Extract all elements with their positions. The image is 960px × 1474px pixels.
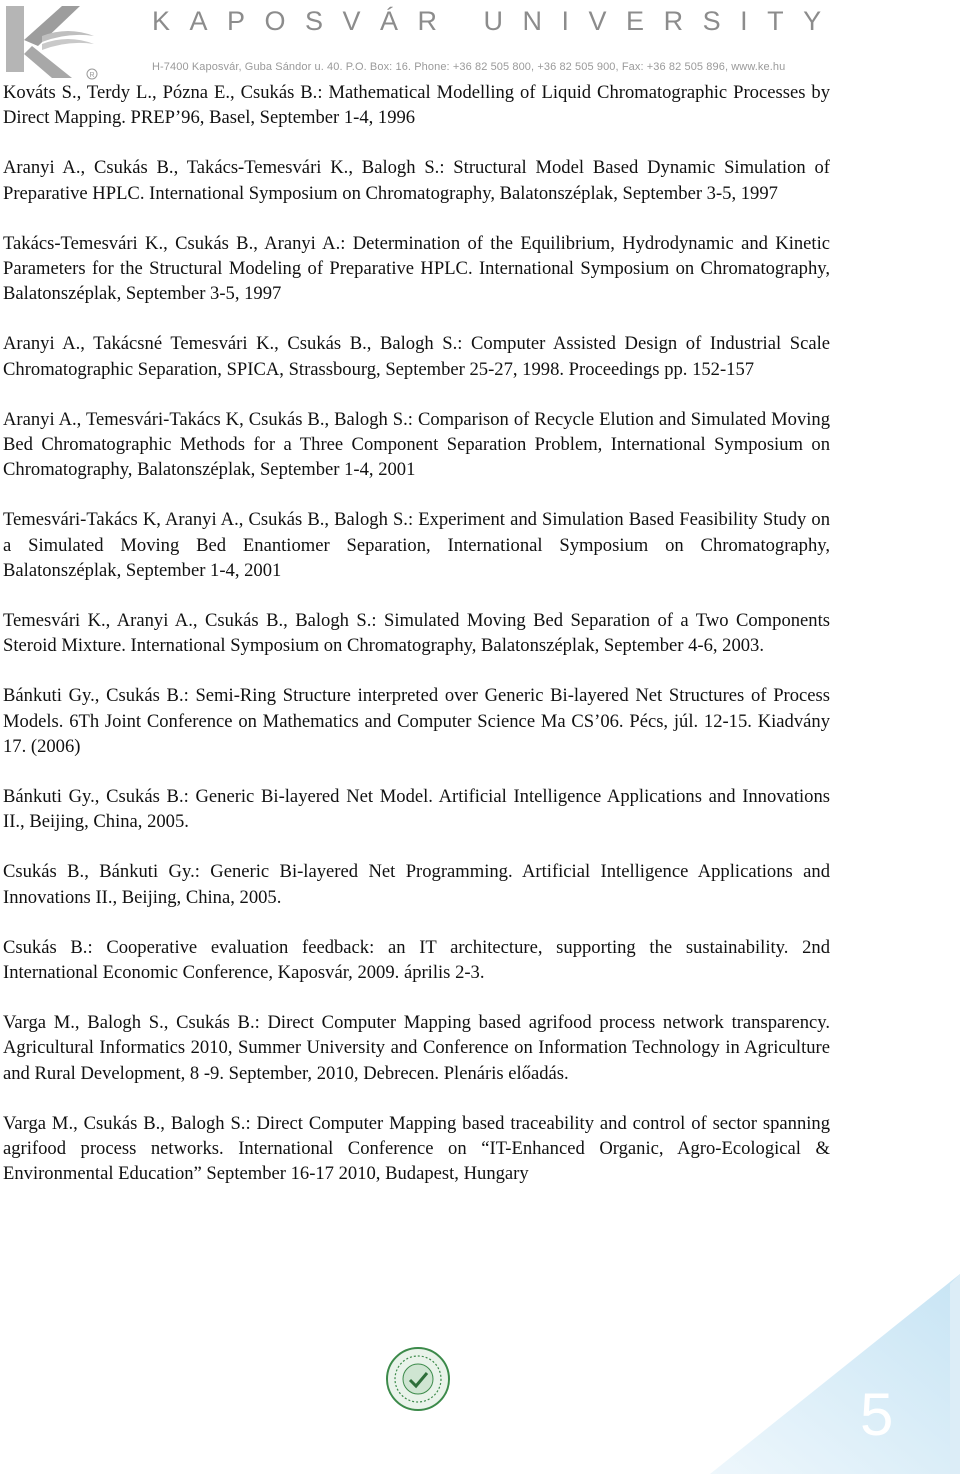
- reference-item: Csukás B.: Cooperative evaluation feedback: an IT architecture, supporting the sustainability. 2nd International Economic Conference, Kaposvár, 2009. április 2-3.: [3, 936, 830, 984]
- reference-item: Aranyi A., Temesvári-Takács K, Csukás B., Balogh S.: Comparison of Recycle Elution and Simulated Moving Bed Chromatographic Methods for a Three Component Separation Problem, International Symposium on Chromatography, Balatonszéplak, September 1-4, 2001: [3, 408, 830, 481]
- reference-item: Aranyi A., Takácsné Temesvári K., Csukás B., Balogh S.: Computer Assisted Design of Industrial Scale Chromatographic Separation, SPICA, Strassbourg, September 25-27, 1998. Proceedings pp. 152-157: [3, 333, 830, 380]
- university-logo-icon: [2, 2, 98, 80]
- reference-item: Kováts S., Terdy L., Pózna E., Csukás B.: Mathematical Modelling of Liquid Chromatographic Processes by Direct Mapping. PREP’96, Basel, September 1-4, 1996: [3, 82, 830, 129]
- certification-seal-icon: [385, 1346, 451, 1412]
- reference-item: Varga M., Balogh S., Csukás B.: Direct Computer Mapping based agrifood process network transparency. Agricultural Informatics 2010, Summer University and Conference on Information Technology in Agriculture and Rural Development, 8 -9. September, 2010, Debrecen. Plenáris előadás.: [3, 1012, 830, 1084]
- reference-item: Aranyi A., Csukás B., Takács-Temesvári K., Balogh S.: Structural Model Based Dynamic Simulation of Preparative HPLC. International Symposium on Chromatography, Balatonszéplak, September 3-5, 1997: [3, 157, 830, 204]
- reference-item: Bánkuti Gy., Csukás B.: Generic Bi-layered Net Model. Artificial Intelligence Applications and Innovations II., Beijing, China, 2005.: [3, 786, 830, 833]
- university-name: KAPOSVÁR UNIVERSITY: [152, 6, 841, 36]
- svg-text:R: R: [89, 72, 95, 79]
- university-address: H-7400 Kaposvár, Guba Sándor u. 40. P.O. Box: 16. Phone: +36 82 505 800, +36 82 505 900, Fax: +36 82 505 896, www.ke.hu: [152, 61, 786, 73]
- reference-item: Temesvári K., Aranyi A., Csukás B., Balogh S.: Simulated Moving Bed Separation of a Two Components Steroid Mixture. International Symposium on Chromatography, Balatonszéplak, September 4-6, 2003.: [3, 610, 830, 657]
- corner-triangle-decoration: [680, 1274, 960, 1474]
- reference-item: Temesvári-Takács K, Aranyi A., Csukás B., Balogh S.: Experiment and Simulation Based Feasibility Study on a Simulated Moving Bed Enantiomer Separation, International Symposium on Chromatography, Balatonszéplak, September 1-4, 2001: [3, 509, 830, 581]
- letterhead: [0, 0, 960, 82]
- reference-item: Varga M., Csukás B., Balogh S.: Direct Computer Mapping based traceability and control of sector spanning agrifood process networks. International Conference on “IT-Enhanced Organic, Agro-Ecological & Environmental Education” September 16-17 2010, Budapest, Hungary: [3, 1112, 830, 1185]
- page-number: 5: [860, 1381, 894, 1448]
- reference-item: Csukás B., Bánkuti Gy.: Generic Bi-layered Net Programming. Artificial Intelligence Applications and Innovations II., Beijing, China, 2005.: [3, 861, 830, 908]
- reference-item: Takács-Temesvári K., Csukás B., Aranyi A.: Determination of the Equilibrium, Hydrodynamic and Kinetic Parameters for the Structural Modeling of Preparative HPLC. International Symposium on Chromatography, Balatonszéplak, September 3-5, 1997: [3, 232, 830, 305]
- reference-list: [3, 80, 830, 1212]
- reference-item: Bánkuti Gy., Csukás B.: Semi-Ring Structure interpreted over Generic Bi-layered Net Structures of Process Models. 6Th Joint Conference on Mathematics and Computer Science Ma CS’06. Pécs, júl. 12-15. Kiadvány 17. (2006): [3, 685, 830, 757]
